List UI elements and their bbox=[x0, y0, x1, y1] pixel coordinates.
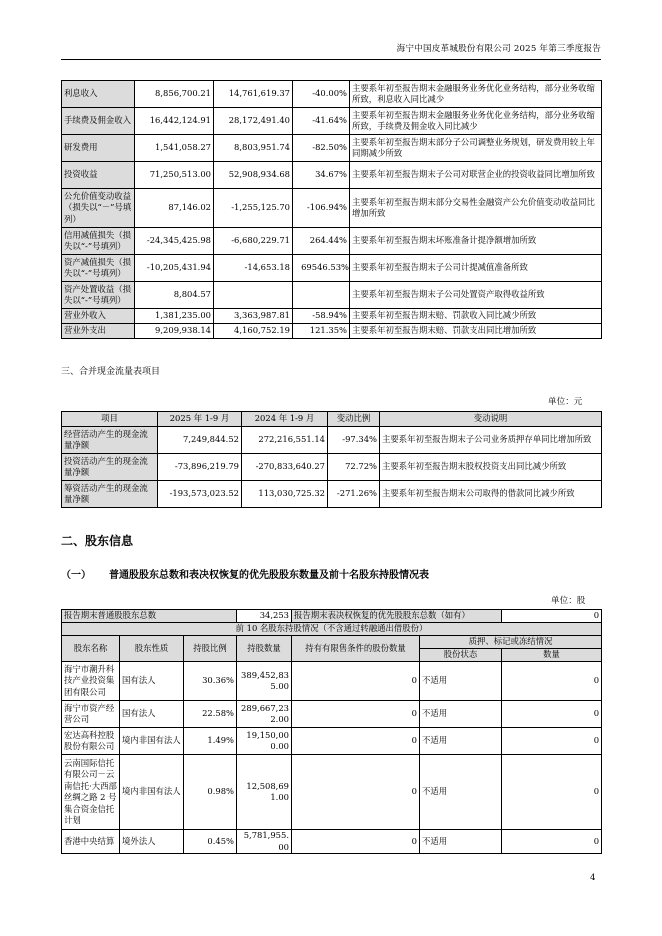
cashflow-table bbox=[61, 411, 602, 508]
column-header: 2024 年 1-9 月 bbox=[242, 412, 328, 427]
change-note: 主要系年初至报告期末股权投资支出同比减少所致 bbox=[380, 454, 602, 481]
restricted-shares: 0 bbox=[292, 728, 420, 755]
item-cell: 资产减值损失（损失以“-”号填列） bbox=[62, 255, 135, 282]
holding-quantity: 19,150,000.00 bbox=[237, 728, 292, 755]
table-row bbox=[62, 454, 602, 481]
income-changes-table bbox=[61, 80, 602, 339]
change-ratio: 34.67% bbox=[293, 162, 350, 189]
column-header: 持股数量 bbox=[237, 636, 292, 662]
item-cell: 经营活动产生的现金流量净额 bbox=[62, 427, 158, 454]
current-value: -24,345,425.98 bbox=[135, 228, 214, 255]
column-header: 持股比例 bbox=[184, 636, 237, 662]
pledge-status: 不适用 bbox=[420, 662, 502, 701]
prior-value: -14,653.18 bbox=[214, 255, 293, 282]
holder-nature: 国有法人 bbox=[120, 662, 184, 701]
change-ratio: -82.50% bbox=[293, 135, 350, 162]
change-note: 主要系年初至报告期末赔、罚款收入同比减少所致 bbox=[350, 309, 602, 324]
prior-value: -1,255,125.70 bbox=[214, 189, 293, 228]
item-cell: 营业外收入 bbox=[62, 309, 135, 324]
subsection-title bbox=[61, 566, 429, 581]
holding-quantity: 289,667,232.00 bbox=[237, 701, 292, 728]
table-row bbox=[62, 108, 602, 135]
current-value: 71,250,513.00 bbox=[135, 162, 214, 189]
prior-value: 4,160,752.19 bbox=[214, 324, 293, 339]
holder-name: 宏达高科控股股份有限公司 bbox=[62, 728, 120, 755]
holder-nature: 境内非国有法人 bbox=[120, 728, 184, 755]
holding-quantity: 12,508,691.00 bbox=[237, 755, 292, 830]
prior-value: 14,761,619.37 bbox=[214, 81, 293, 108]
table-header-row bbox=[62, 636, 602, 649]
current-value: 7,249,844.52 bbox=[158, 427, 242, 454]
change-ratio: -40.00% bbox=[293, 81, 350, 108]
column-header: 变动说明 bbox=[380, 412, 602, 427]
prior-value: 8,803,951.74 bbox=[214, 135, 293, 162]
holder-name: 海宁市潮升科技产业投资集团有限公司 bbox=[62, 662, 120, 701]
table-row bbox=[62, 189, 602, 228]
holder-nature: 境外法人 bbox=[120, 830, 184, 854]
change-ratio bbox=[293, 282, 350, 309]
holder-name: 海宁市资产经营公司 bbox=[62, 701, 120, 728]
table-row bbox=[62, 701, 602, 728]
pledge-amount: 0 bbox=[502, 830, 602, 854]
restricted-shares: 0 bbox=[292, 755, 420, 830]
table-row bbox=[62, 81, 602, 108]
change-note: 主要系年初至报告期末子公司处置资产取得收益所致 bbox=[350, 282, 602, 309]
shareholders-table bbox=[61, 609, 602, 854]
change-note: 主要系年初至报告期末部分子公司调整业务规划，研发费用较上年同期减少所致 bbox=[350, 135, 602, 162]
pledge-amount: 0 bbox=[502, 701, 602, 728]
table-row bbox=[62, 282, 602, 309]
column-header: 股份状态 bbox=[420, 649, 502, 662]
prior-value: -270,833,640.27 bbox=[242, 454, 328, 481]
holder-nature: 境内非国有法人 bbox=[120, 755, 184, 830]
holding-ratio: 1.49% bbox=[184, 728, 237, 755]
change-ratio: -106.94% bbox=[293, 189, 350, 228]
table-row bbox=[62, 228, 602, 255]
change-note: 主要系年初至报告期末赔、罚款支出同比增加所致 bbox=[350, 324, 602, 339]
prior-value: 3,363,987.81 bbox=[214, 309, 293, 324]
column-header: 股东性质 bbox=[120, 636, 184, 662]
current-value: 8,804.57 bbox=[135, 282, 214, 309]
pledge-amount: 0 bbox=[502, 728, 602, 755]
section-title-shareholders: 二、股东信息 bbox=[61, 534, 134, 548]
item-cell: 手续费及佣金收入 bbox=[62, 108, 135, 135]
holding-ratio: 22.58% bbox=[184, 701, 237, 728]
prior-value: 272,216,551.14 bbox=[242, 427, 328, 454]
prior-value bbox=[214, 282, 293, 309]
summary-row bbox=[62, 610, 602, 623]
current-value: 1,381,235.00 bbox=[135, 309, 214, 324]
change-note: 主要系年初至报告期末部分交易性金融资产公允价值变动收益同比增加所致 bbox=[350, 189, 602, 228]
change-ratio: 72.72% bbox=[328, 454, 380, 481]
change-note: 主要系年初至报告期末坏账准备计提净额增加所致 bbox=[350, 228, 602, 255]
table-row bbox=[62, 481, 602, 508]
pledge-status: 不适用 bbox=[420, 755, 502, 830]
change-ratio: -97.34% bbox=[328, 427, 380, 454]
holding-ratio: 0.98% bbox=[184, 755, 237, 830]
column-header: 股东名称 bbox=[62, 636, 120, 662]
holding-ratio: 0.45% bbox=[184, 830, 237, 854]
item-cell: 公允价值变动收益（损失以“－”号填列） bbox=[62, 189, 135, 228]
current-value: 16,442,124.91 bbox=[135, 108, 214, 135]
table-row bbox=[62, 309, 602, 324]
table-row bbox=[62, 162, 602, 189]
current-value: -73,896,219.79 bbox=[158, 454, 242, 481]
item-cell: 筹资活动产生的现金流量净额 bbox=[62, 481, 158, 508]
table-row bbox=[62, 255, 602, 282]
column-header: 质押、标记或冻结情况 bbox=[420, 636, 602, 649]
change-note: 主要系年初至报告期末金融服务业务优化业务结构，部分业务收缩所致，手续费及佣金收入同比减少 bbox=[350, 108, 602, 135]
table-header-row bbox=[62, 412, 602, 427]
table-row bbox=[62, 427, 602, 454]
total-holders-value: 34,253 bbox=[237, 610, 292, 623]
restricted-shares: 0 bbox=[292, 662, 420, 701]
change-ratio: 264.44% bbox=[293, 228, 350, 255]
holder-name: 香港中央结算 bbox=[62, 830, 120, 854]
item-cell: 投资活动产生的现金流量净额 bbox=[62, 454, 158, 481]
item-cell: 研发费用 bbox=[62, 135, 135, 162]
current-value: 87,146.02 bbox=[135, 189, 214, 228]
pref-holders-value: 0 bbox=[502, 610, 602, 623]
prior-value: -6,680,229.71 bbox=[214, 228, 293, 255]
current-value: -10,205,431.94 bbox=[135, 255, 214, 282]
current-value: 9,209,938.14 bbox=[135, 324, 214, 339]
change-ratio: 69546.53% bbox=[293, 255, 350, 282]
change-ratio: -271.26% bbox=[328, 481, 380, 508]
table-row bbox=[62, 135, 602, 162]
subsection-number: （一） bbox=[61, 570, 91, 581]
restricted-shares: 0 bbox=[292, 830, 420, 854]
item-cell: 资产处置收益（损失以“-”号填列） bbox=[62, 282, 135, 309]
pledge-status: 不适用 bbox=[420, 830, 502, 854]
restricted-shares: 0 bbox=[292, 701, 420, 728]
column-header: 2025 年 1-9 月 bbox=[158, 412, 242, 427]
pref-holders-label: 报告期末表决权恢复的优先股股东总数（如有） bbox=[292, 610, 502, 623]
total-holders-label: 报告期末普通股股东总数 bbox=[62, 610, 237, 623]
page-header: 海宁中国皮革城股份有限公司 2025 年第三季度报告 bbox=[396, 44, 601, 54]
pledge-status: 不适用 bbox=[420, 701, 502, 728]
change-note: 主要系年初至报告期末公司取得的借款同比减少所致 bbox=[380, 481, 602, 508]
unit-label: 单位：元 bbox=[548, 397, 583, 407]
header-divider bbox=[61, 59, 601, 60]
change-ratio: -41.64% bbox=[293, 108, 350, 135]
holder-nature: 国有法人 bbox=[120, 701, 184, 728]
column-header: 变动比例 bbox=[328, 412, 380, 427]
prior-value: 113,030,725.32 bbox=[242, 481, 328, 508]
table-row bbox=[62, 728, 602, 755]
holding-ratio: 30.36% bbox=[184, 662, 237, 701]
change-note: 主要系年初至报告期末金融服务业务优化业务结构，部分业务收缩所致，利息收入同比减少 bbox=[350, 81, 602, 108]
change-ratio: -58.94% bbox=[293, 309, 350, 324]
column-header: 数量 bbox=[502, 649, 602, 662]
page-number: 4 bbox=[590, 873, 596, 883]
column-header: 持有有限售条件的股份数量 bbox=[292, 636, 420, 662]
current-value: 8,856,700.21 bbox=[135, 81, 214, 108]
prior-value: 52,908,934.68 bbox=[214, 162, 293, 189]
holding-quantity: 5,781,955.00 bbox=[237, 830, 292, 854]
item-cell: 营业外支出 bbox=[62, 324, 135, 339]
item-cell: 投资收益 bbox=[62, 162, 135, 189]
change-note: 主要系年初至报告期末子公司对联营企业的投资收益同比增加所致 bbox=[350, 162, 602, 189]
change-note: 主要系年初至报告期末子公司业务质押存单同比增加所致 bbox=[380, 427, 602, 454]
item-cell: 信用减值损失（损失以“-”号填列） bbox=[62, 228, 135, 255]
current-value: -193,573,023.52 bbox=[158, 481, 242, 508]
top10-title-row bbox=[62, 623, 602, 636]
holding-quantity: 389,452,835.00 bbox=[237, 662, 292, 701]
item-cell: 利息收入 bbox=[62, 81, 135, 108]
table-row bbox=[62, 830, 602, 854]
current-value: 1,541,058.27 bbox=[135, 135, 214, 162]
table-row bbox=[62, 755, 602, 830]
top10-title: 前 10 名股东持股情况（不含通过转融通出借股份） bbox=[62, 623, 602, 636]
pledge-status: 不适用 bbox=[420, 728, 502, 755]
change-ratio: 121.35% bbox=[293, 324, 350, 339]
column-header: 项目 bbox=[62, 412, 158, 427]
pledge-amount: 0 bbox=[502, 755, 602, 830]
prior-value: 28,172,491.40 bbox=[214, 108, 293, 135]
unit-label-shares: 单位：股 bbox=[551, 596, 586, 606]
table-row bbox=[62, 662, 602, 701]
pledge-amount: 0 bbox=[502, 662, 602, 701]
section-title-cashflow: 三、合并现金流量表项目 bbox=[61, 367, 161, 377]
change-note: 主要系年初至报告期末子公司计提减值准备所致 bbox=[350, 255, 602, 282]
subsection-text: 普通股股东总数和表决权恢复的优先股股东数量及前十名股东持股情况表 bbox=[109, 570, 429, 581]
table-row bbox=[62, 324, 602, 339]
holder-name: 云南国际信托有限公司－云南信托·大西部丝绸之路 2 号集合资金信托计划 bbox=[62, 755, 120, 830]
